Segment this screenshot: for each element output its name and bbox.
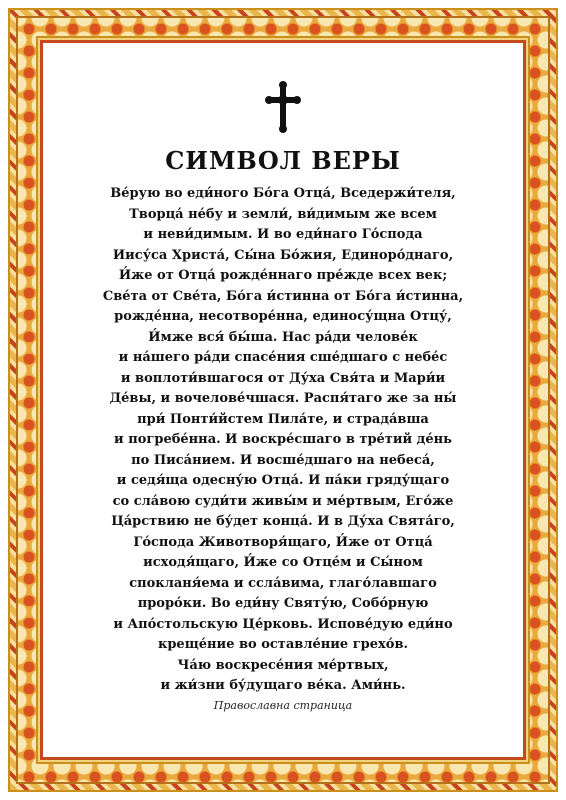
text-line: и жи́зни бу́дущаго ве́ка. Ами́нь.	[160, 678, 406, 693]
text-line: и седя́ща одесну́ю Отца́. И па́ки гряду́щаго	[116, 473, 450, 488]
text-line: и погребе́нна. И воскре́сшаго в тре́тий де́нь	[114, 432, 452, 447]
text-line: проро́ки. Во еди́ну Святу́ю, Собо́рную	[137, 596, 429, 611]
text-line: Творца́ не́бу и земли́, ви́димым же всем	[129, 206, 437, 222]
text-line: И́же от Отца́ рожде́ннаго пре́жде всех век;	[118, 268, 448, 283]
text-line: Го́спода Животворя́щаго, И́же от Отца́	[133, 534, 433, 550]
text-line: и Апо́стольскую Це́рковь. Испове́дую еди́но	[113, 616, 453, 632]
document-content	[46, 46, 520, 754]
text-line: Ца́рствию не бу́дет конца́. И в Ду́ха Свята́го,	[111, 514, 455, 529]
text-line: при́ Понти́йстем Пила́те, и страда́вша	[137, 411, 429, 427]
text-line: и неви́димым. И во еди́наго Го́спода	[143, 227, 423, 242]
text-line: Све́та от Све́та, Бо́га и́стинна от Бо́га и́стинна,	[102, 288, 464, 304]
orthodox-cross-icon	[265, 81, 301, 133]
text-line: исходя́щаго, И́же со Отце́м и Сы́ном	[143, 555, 423, 570]
document-title: СИМВОЛ ВЕРЫ	[165, 146, 401, 175]
creed-text	[46, 184, 520, 697]
text-line: И́мже вся́ бы́ша. Нас ра́ди челове́к	[148, 329, 418, 345]
text-line: Ча́ю воскресе́ния ме́ртвых,	[177, 657, 389, 673]
text-line: рожде́нна, несотворе́нна, единосу́щна Отцу́,	[114, 309, 452, 324]
text-line: и на́шего ра́ди спасе́ния сше́дшаго с небе́с	[118, 350, 448, 365]
text-line: креще́ние во оставле́ние грехо́в.	[157, 637, 409, 652]
text-line: по Писа́нием. И восше́дшаго на небеса́,	[131, 452, 435, 468]
text-line: Иису́са Христа́, Сы́на Бо́жия, Единоро́днаго,	[112, 247, 454, 263]
text-line: спокланя́ема и ссла́вима, глаго́лавшаго	[129, 575, 437, 591]
signature: Православна страница	[213, 699, 353, 712]
text-line: Де́вы, и вочелове́чшася. Распя́таго же за ны́	[109, 391, 457, 406]
text-line: и воплоти́вшагося от Ду́ха Свя́та и Мари́и	[120, 370, 446, 386]
text-line: Ве́рую во еди́ного Бо́га Отца́, Вседержи́теля,	[110, 186, 456, 201]
text-line: со сла́вою суди́ти живы́м и ме́ртвым, Его́же	[112, 493, 454, 509]
